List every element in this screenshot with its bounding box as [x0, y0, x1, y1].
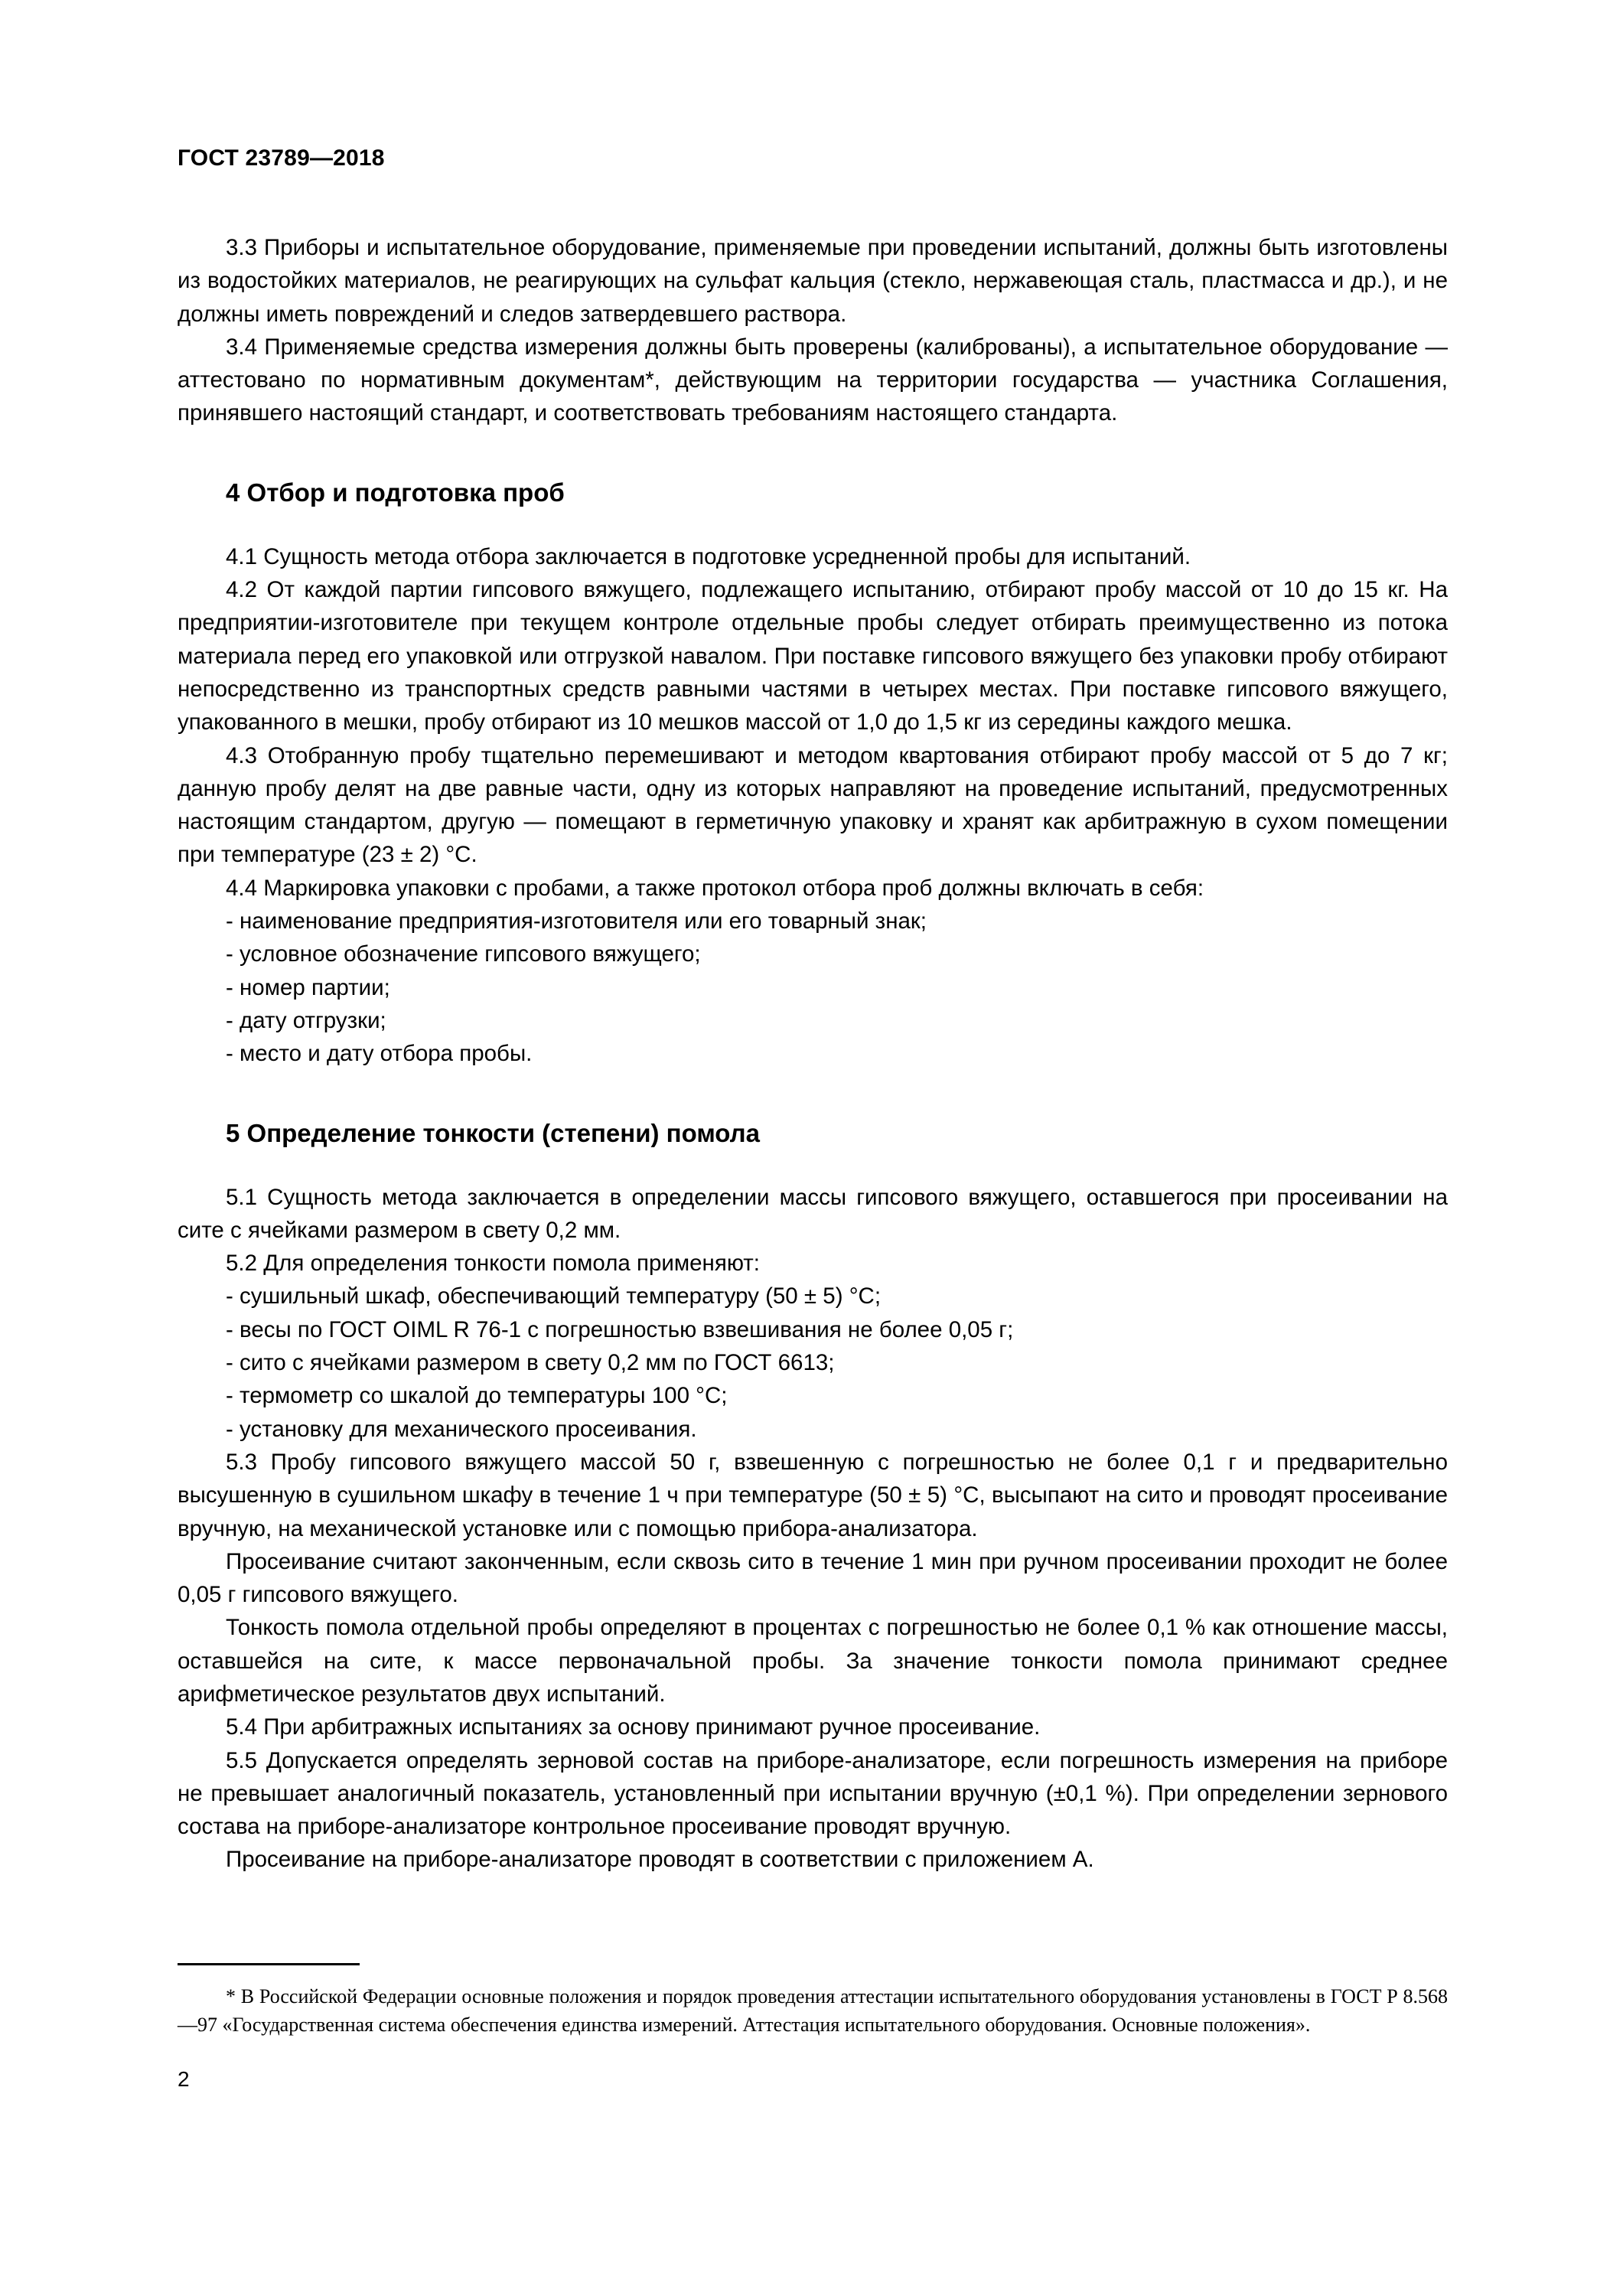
paragraph-5-3-b: Просеивание считают законченным, если сквозь сито в течение 1 мин при ручном просеивании проходит не более 0,05 г гипсового вяжущего. [178, 1548, 1448, 1608]
section-spacer-after-5 [178, 1150, 1448, 1181]
running-head: ГОСТ 23789—2018 [178, 145, 385, 171]
footnote-area [178, 1963, 1448, 2039]
paragraph-4-4: 4.4 Маркировка упаковки с пробами, а также протокол отбора проб должны включать в себя: [226, 875, 1204, 901]
list-item: - сушильный шкаф, обеспечивающий температуру (50 ± 5) °С; [226, 1283, 882, 1309]
section-spacer-before-5 [178, 1071, 1448, 1117]
paragraph-4-3: 4.3 Отобранную пробу тщательно перемешивают и методом квартования отбирают пробу массой от 5 до 7 кг; данную пробу делят на две равные части, одну из которых направляют на проведение испытаний, предусмотренных настоящим стандартом, другую — помещают в герметичную упаковку и хранят как арбитражную в сухом помещении при температуре (23 ± 2) °С. [178, 742, 1448, 868]
section-heading-4: 4 Отбор и подготовка проб [226, 478, 565, 507]
footnote-text: * В Российской Федерации основные положения и порядок проведения аттестации испытательного оборудования установлены в ГОСТ Р 8.568—97 «Государственная система обеспечения единства измерений. Аттестация испытательного оборудования. Основные положения». [178, 1985, 1448, 2036]
section-spacer-after-4 [178, 509, 1448, 540]
list-item: - термометр со шкалой до температуры 100 °С; [226, 1383, 728, 1409]
page-number: 2 [178, 2067, 190, 2091]
list-item: - сито с ячейками размером в свету 0,2 мм по ГОСТ 6613; [226, 1350, 835, 1376]
paragraph-5-1: 5.1 Сущность метода заключается в определении массы гипсового вяжущего, оставшегося при просеивании на сите с ячейками размером в свету 0,2 мм. [178, 1184, 1448, 1243]
paragraph-3-3: 3.3 Приборы и испытательное оборудование, применяемые при проведении испытаний, должны быть изготовлены из водостойких материалов, не реагирующих на сульфат кальция (стекло, нержавеющая сталь, пластмасса и др.), и не должны иметь повреждений и следов затвердевшего раствора. [178, 235, 1448, 327]
list-item: - номер партии; [226, 974, 390, 1000]
list-item: - установку для механического просеивания. [226, 1416, 697, 1442]
paragraph-5-2: 5.2 Для определения тонкости помола применяют: [226, 1251, 761, 1277]
list-item: - место и дату отбора пробы. [226, 1041, 533, 1067]
list-item: - наименование предприятия-изготовителя или его товарный знак; [226, 908, 927, 934]
section-heading-5: 5 Определение тонкости (степени) помола [226, 1118, 760, 1147]
list-item: - весы по ГОСТ OIML R 76-1 с погрешностью взвешивания не более 0,05 г; [226, 1316, 1014, 1342]
paragraph-5-5: 5.5 Допускается определять зерновой состав на приборе-анализаторе, если погрешность измерения на приборе не превышает аналогичный показатель, установленный при испытании вручную (±0,1 %). При определении зернового состава на приборе-анализаторе контрольное просеивание проводят вручную. [178, 1747, 1448, 1840]
section-spacer-before-4 [178, 430, 1448, 476]
paragraph-4-1: 4.1 Сущность метода отбора заключается в подготовке усредненной пробы для испытаний. [226, 543, 1191, 569]
paragraph-5-3: 5.3 Пробу гипсового вяжущего массой 50 г, взвешенную с погрешностью не более 0,1 г и предварительно высушенную в сушильном шкафу в течение 1 ч при температуре (50 ± 5) °С, высыпают на сито и проводят просеивание вручную, на механической установке или с помощью прибора-анализатора. [178, 1449, 1448, 1541]
list-item: - дату отгрузки; [226, 1007, 386, 1033]
paragraph-4-2: 4.2 От каждой партии гипсового вяжущего, подлежащего испытанию, отбирают пробу массой от 10 до 15 кг. На предприятии-изготовителе при текущем контроле отдельные пробы следует отбирать преимущественно из потока материала перед его упаковкой или отгрузкой навалом. При поставке гипсового вяжущего без упаковки пробу отбирают непосредственно из транспортных средств равными частями в четырех местах. При поставке гипсового вяжущего, упакованного в мешки, пробу отбирают из 10 мешков массой от 1,0 до 1,5 кг из середины каждого мешка. [178, 577, 1448, 735]
list-item: - условное обозначение гипсового вяжущего; [226, 941, 701, 967]
footnote-separator-rule [178, 1963, 360, 1965]
paragraph-5-3-c: Тонкость помола отдельной пробы определяют в процентах с погрешностью не более 0,1 % как отношение массы, оставшейся на сите, к массе первоначальной пробы. За значение тонкости помола принимают среднее арифметическое результатов двух испытаний. [178, 1615, 1448, 1707]
header-spacer [178, 171, 1448, 231]
page-content [178, 145, 1448, 1877]
paragraph-5-5-b: Просеивание на приборе-анализаторе проводят в соответствии с приложением А. [226, 1847, 1094, 1873]
paragraph-3-4: 3.4 Применяемые средства измерения должны быть проверены (калиброваны), а испытательное оборудование — аттестовано по нормативным документам*, действующим на территории государства — участника Соглашения, принявшего настоящий стандарт, и соответствовать требованиям настоящего стандарта. [178, 334, 1448, 426]
paragraph-5-4: 5.4 При арбитражных испытаниях за основу принимают ручное просеивание. [226, 1714, 1041, 1740]
